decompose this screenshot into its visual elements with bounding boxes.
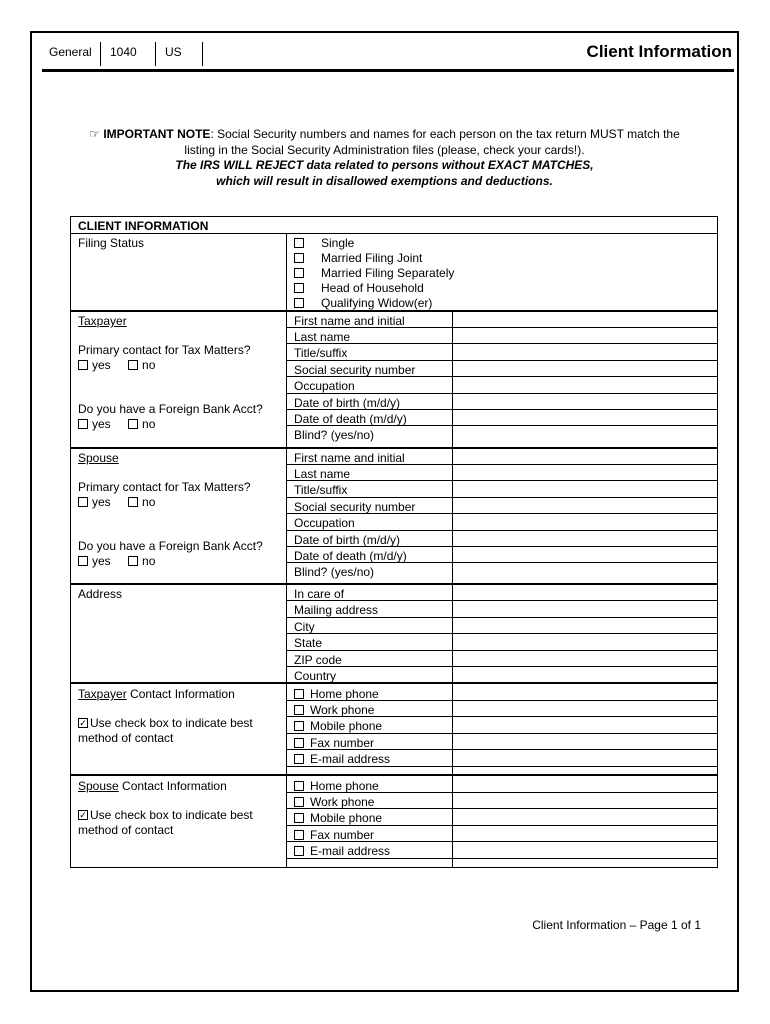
taxpayer-title-label: Title/suffix: [294, 346, 348, 360]
spouse-occupation-label: Occupation: [294, 516, 355, 530]
filing-option-single[interactable]: Single: [294, 236, 354, 250]
taxpayer-primary-contact-options: [78, 358, 155, 372]
spouse-dob-label: Date of birth (m/d/y): [294, 533, 401, 547]
taxpayer-dob-label: Date of birth (m/d/y): [294, 396, 401, 410]
spouse-work-phone[interactable]: Work phone: [294, 795, 374, 809]
spouse-foreign-bank-options: [78, 554, 155, 568]
note-line-2: listing in the Social Security Administration files (please, check your cards!).: [184, 142, 585, 157]
spouse-blind-label: Blind? (yes/no): [294, 565, 375, 579]
address-in-care-of-label: In care of: [294, 587, 345, 601]
taxpayer-first-name-label: First name and initial: [294, 314, 405, 328]
spouse-primary-contact-options: [78, 495, 155, 509]
filing-status-label: Filing Status: [78, 236, 145, 250]
spouse-last-name-label: Last name: [294, 467, 351, 481]
taxpayer-occupation-label: Occupation: [294, 379, 355, 393]
page-footer: Client Information – Page 1 of 1: [532, 918, 701, 932]
taxpayer-label: Taxpayer: [78, 314, 127, 328]
spouse-foreign-no[interactable]: no: [128, 554, 155, 568]
page-header: [42, 39, 734, 72]
taxpayer-foreign-bank-options: [78, 417, 155, 431]
important-note: [32, 127, 737, 189]
spouse-primary-contact-question: Primary contact for Tax Matters?: [78, 480, 251, 494]
spouse-email-address[interactable]: E-mail address: [294, 844, 390, 858]
taxpayer-last-name-label: Last name: [294, 330, 351, 344]
taxpayer-home-phone[interactable]: Home phone: [294, 687, 379, 701]
client-information-table: [70, 216, 718, 868]
taxpayer-primary-no[interactable]: no: [128, 358, 155, 372]
tab-general[interactable]: General: [49, 42, 101, 66]
spouse-home-phone[interactable]: Home phone: [294, 779, 379, 793]
taxpayer-contact-label: Taxpayer Contact Information: [78, 687, 235, 701]
note-line-4: which will result in disallowed exemptions and deductions.: [216, 173, 553, 188]
taxpayer-ssn-label: Social security number: [294, 363, 416, 377]
taxpayer-email-address[interactable]: E-mail address: [294, 752, 390, 766]
spouse-contact-hint: ✓ Use check box to indicate best: [79, 808, 253, 822]
spouse-contact-label: Spouse Contact Information: [78, 779, 227, 793]
checked-box-icon: ✓: [79, 717, 87, 728]
spouse-dod-label: Date of death (m/d/y): [294, 549, 407, 563]
spouse-contact-hint-2: method of contact: [78, 823, 174, 837]
taxpayer-foreign-no[interactable]: no: [128, 417, 155, 431]
note-line-3: The IRS WILL REJECT data related to persons without EXACT MATCHES,: [175, 158, 594, 172]
taxpayer-blind-label: Blind? (yes/no): [294, 428, 375, 442]
address-city-label: City: [294, 620, 315, 634]
spouse-mobile-phone[interactable]: Mobile phone: [294, 811, 382, 825]
taxpayer-primary-contact-question: Primary contact for Tax Matters?: [78, 343, 251, 357]
spouse-foreign-bank-question: Do you have a Foreign Bank Acct?: [78, 539, 263, 553]
taxpayer-foreign-bank-question: Do you have a Foreign Bank Acct?: [78, 402, 263, 416]
taxpayer-contact-hint-2: method of contact: [78, 731, 174, 745]
taxpayer-fax-number[interactable]: Fax number: [294, 736, 374, 750]
address-state-label: State: [294, 636, 323, 650]
client-info-heading: CLIENT INFORMATION: [78, 219, 209, 233]
tab-1040[interactable]: 1040: [110, 42, 156, 66]
filing-option-head-of-household[interactable]: Head of Household: [294, 281, 424, 295]
checked-box-icon: ✓: [79, 809, 87, 820]
filing-option-married-joint[interactable]: Married Filing Joint: [294, 251, 422, 265]
spouse-primary-no[interactable]: no: [128, 495, 155, 509]
spouse-title-label: Title/suffix: [294, 483, 348, 497]
taxpayer-foreign-yes[interactable]: yes: [78, 417, 111, 431]
filing-option-married-separately[interactable]: Married Filing Separately: [294, 266, 454, 280]
address-mailing-label: Mailing address: [294, 603, 379, 617]
address-zip-label: ZIP code: [294, 653, 342, 667]
spouse-foreign-yes[interactable]: yes: [78, 554, 111, 568]
note-label: IMPORTANT NOTE: [103, 127, 211, 141]
spouse-ssn-label: Social security number: [294, 500, 416, 514]
taxpayer-work-phone[interactable]: Work phone: [294, 703, 374, 717]
taxpayer-contact-hint: ✓ Use check box to indicate best: [79, 716, 253, 730]
form-page: [30, 31, 739, 992]
note-line-1: : Social Security numbers and names for each person on the tax return MUST match the: [210, 127, 680, 141]
spouse-fax-number[interactable]: Fax number: [294, 828, 374, 842]
address-label: Address: [78, 587, 123, 601]
tab-us[interactable]: US: [165, 42, 203, 66]
taxpayer-dod-label: Date of death (m/d/y): [294, 412, 407, 426]
spouse-first-name-label: First name and initial: [294, 451, 405, 465]
spouse-label: Spouse: [78, 451, 119, 465]
taxpayer-mobile-phone[interactable]: Mobile phone: [294, 719, 382, 733]
page-title: Client Information: [586, 42, 732, 61]
taxpayer-primary-yes[interactable]: yes: [78, 358, 111, 372]
spouse-primary-yes[interactable]: yes: [78, 495, 111, 509]
pointing-hand-icon: ☞: [89, 127, 100, 141]
filing-option-qualifying-widow[interactable]: Qualifying Widow(er): [294, 296, 432, 310]
address-country-label: Country: [294, 669, 337, 683]
